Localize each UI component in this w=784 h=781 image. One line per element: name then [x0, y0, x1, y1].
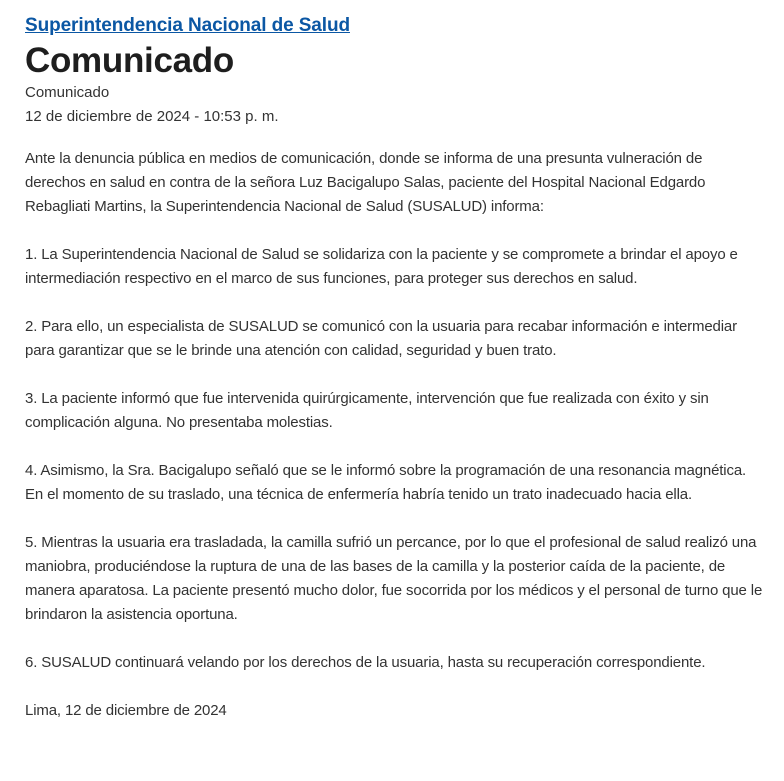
- page-title: Comunicado: [25, 41, 234, 80]
- signature-date: Lima, 12 de diciembre de 2024: [25, 702, 227, 719]
- article-body: [25, 147, 765, 723]
- point-6-paragraph: 6. SUSALUD continuará velando por los derechos de la usuaria, hasta su recuperación correspondiente.: [25, 654, 706, 671]
- point-1-paragraph: 1. La Superintendencia Nacional de Salud se solidariza con la paciente y se compromete a brindar el apoyo e intermediación respectivo en el marco de sus funciones, para proteger sus derechos en salud.: [25, 246, 738, 287]
- category-label: Comunicado: [25, 84, 110, 101]
- point-5-paragraph: 5. Mientras la usuaria era trasladada, la camilla sufrió un percance, por lo que el profesional de salud realizó una maniobra, produciéndose la ruptura de una de las bases de la camilla y la posterior caída de la paciente, de manera aparatosa. La paciente presentó mucho dolor, fue socorrida por los médicos y el personal de turno que le brindaron la asistencia oportuna.: [25, 534, 763, 623]
- point-2-paragraph: 2. Para ello, un especialista de SUSALUD se comunicó con la usuaria para recabar información e intermediar para garantizar que se le brinde una atención con calidad, seguridad y buen trato.: [25, 318, 737, 359]
- publish-datetime: 12 de diciembre de 2024 - 10:53 p. m.: [25, 108, 279, 125]
- press-release: [25, 13, 765, 747]
- point-3-paragraph: 3. La paciente informó que fue intervenida quirúrgicamente, intervención que fue realizada con éxito y sin complicación alguna. No presentaba molestias.: [25, 390, 709, 431]
- intro-paragraph: Ante la denuncia pública en medios de comunicación, donde se informa de una presunta vulneración de derechos en salud en contra de la señora Luz Bacigalupo Salas, paciente del Hospital Nacional Edgardo Rebagliati Martins, la Superintendencia Nacional de Salud (SUSALUD) informa:: [25, 150, 706, 215]
- point-4-paragraph: 4. Asimismo, la Sra. Bacigalupo señaló que se le informó sobre la programación de una resonancia magnética. En el momento de su traslado, una técnica de enfermería habría tenido un trato inadecuado hacia ella.: [25, 462, 747, 503]
- organization-link[interactable]: Superintendencia Nacional de Salud: [25, 15, 350, 36]
